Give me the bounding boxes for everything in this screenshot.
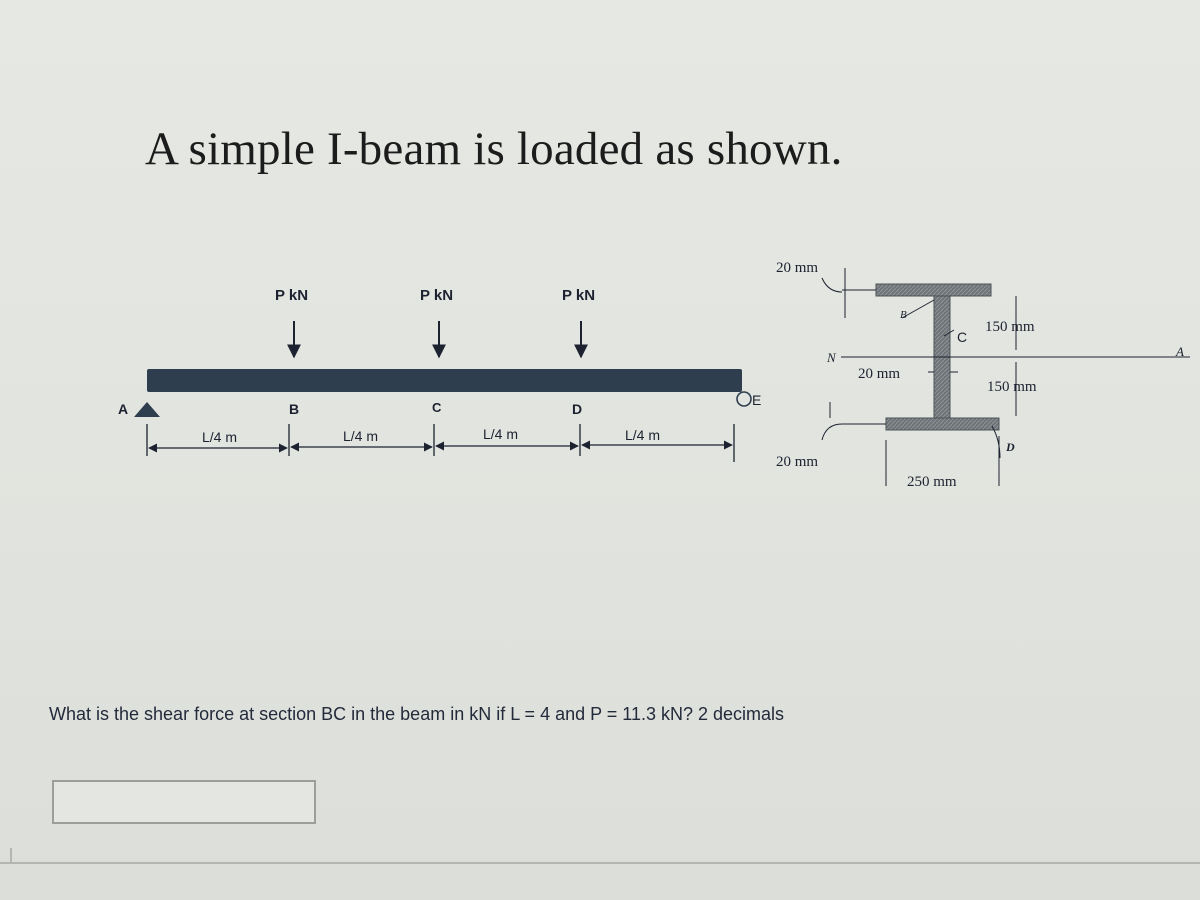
section-label-c: C [957,329,968,345]
section-label-n: N [827,350,836,365]
bottom-flange-thickness-label: 20 mm [776,454,819,470]
section-label-b: B [900,309,907,321]
section-label-d: D [1006,440,1015,454]
span-label-1: L/4 m [202,429,238,445]
pin-support-a [134,402,160,417]
lower-height-label: 150 mm [987,379,1037,395]
upper-height-label: 150 mm [985,319,1035,335]
span-label-3: L/4 m [483,426,519,442]
point-label-c: C [432,400,442,415]
answer-input[interactable] [52,780,316,824]
bottom-flange [886,418,999,430]
frame-corner [10,848,12,864]
roller-support-e [737,392,751,406]
point-label-e: E [752,392,762,408]
web-thickness-label: 20 mm [858,366,901,382]
span-label-4: L/4 m [625,427,661,443]
page-title: A simple I-beam is loaded as shown. [145,123,843,175]
frame-divider [0,862,1200,864]
section-label-a: A [1176,344,1184,359]
support-label-a: A [118,401,129,417]
span-label-2: L/4 m [343,428,379,444]
beam-body [147,369,742,392]
point-label-b: B [289,401,300,417]
load-label-b: P kN [275,287,309,304]
load-label-d: P kN [562,287,596,304]
flange-width-label: 250 mm [907,474,957,490]
load-label-c: P kN [420,287,454,304]
top-flange-thickness-label: 20 mm [776,260,819,276]
top-flange [876,284,991,296]
point-label-d: D [572,401,583,417]
question-text: What is the shear force at section BC in the beam in kN if L = 4 and P = 11.3 kN? 2 decimals [49,704,785,724]
